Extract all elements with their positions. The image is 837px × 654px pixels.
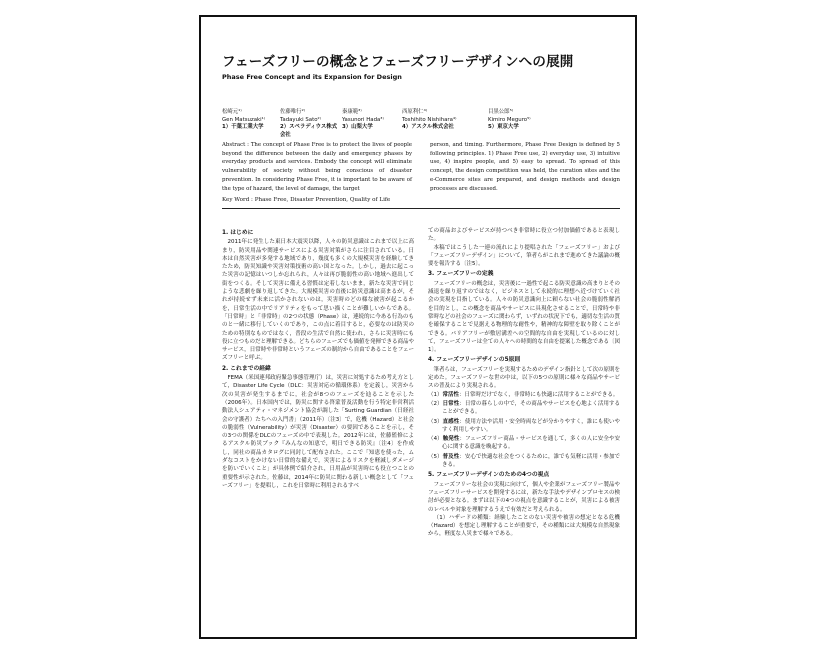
author-name-en: Gen Matsuzaki¹⁾: [222, 116, 266, 123]
section-heading: 2. これまでの経緯: [222, 365, 271, 372]
author-name-en: Toshihito Nishihara⁴⁾: [402, 116, 457, 123]
author-name: 松崎元¹⁾: [222, 109, 242, 115]
paragraph: フェーズフリーの概念は，災害後に一過性で起こる防災意識の高まりとその減退を繰り返すのではなく，ビジネスとして永続的に理想へ近づけていく社会の実現を目指している。人々の防災意識向上に頼らない社会の脆弱性解消を目的とし，この概念を商品やサービスに具現化させることで，日常時や非常時などの社会のフェーズに関わらず，いずれの状況下でも，適切な生活の質を確保することで見据える物理的な耐性や，精神的な障壁を取り除くことができる。バリアフリーが敷居溝差への空間的な自由を実現しているのに対して，フェーズフリーは全ての人々への時間的な自由を提案した概念である〔図1〕。: [428, 280, 620, 354]
author-name: 目黒公郎⁵⁾: [488, 109, 514, 115]
paragraph: 本稿ではこうした一連の流れにより提唱された「フェーズフリー」および「フェーズフリーデザイン」について，筆者らがこれまで進めてきた議論の概要を報告する〔注5〕。: [428, 244, 620, 268]
section-heading: 4. フェーズフリーデザインの5原則: [428, 357, 521, 364]
principle-item: （3）直感性：使用方法や活用・安全時両などが分かりやすく，誰にも使いやすく利用しやすい。: [428, 418, 620, 433]
author-name: 秦康範³⁾: [342, 109, 362, 115]
section-heading: 3. フェーズフリーの定義: [428, 271, 494, 278]
author-name: 佐藤唯行²⁾: [280, 109, 306, 115]
paper-page: [199, 15, 637, 639]
paragraph: フェーズフリーな社会の実現に向けて，個人や企業がフェーズフリー製品やフェーズフリーサービスを開発するには，新たな手法やデザインプロセスの検討が必要となる。まずは以下の4つの視点を意識することが，災害による被害のレベルや対象を理解するうえで有効だと考えられる。: [428, 481, 620, 513]
section-heading: 5. フェーズフリーデザインのための4つの視点: [428, 472, 550, 479]
paragraph: 筆者らは，フェーズフリーを実現するためのデザイン指針として次の原則を定めた。フェーズフリーな世の中は，以下の5つの原則に様々な商品やサービスの普及により実現される。: [428, 366, 620, 390]
author-name-en: Yasunori Hada³⁾: [342, 116, 384, 123]
body-right-column: [428, 227, 620, 539]
author-block: [222, 109, 622, 139]
paragraph: FEMA（米国連邦政府緊急事態管理庁）は，災害に対処するため考え方として，Disaster Life Cycle（DLC：災害対応の循環体系）を定義し，災害から次の災害が発生するまでに，社会が8つのフェーズを辿ることを示した（2006年）。日本国内では，防災に関する啓蒙普及活動を行う特定非営利活動法人シュアティ・マネジメント協会が調した「Surting Guardian（日経社会の守護者）たちへの入門書」（2011年）〔注3〕で，危機（Hazard）と社会の脆弱性（Vulnerability）が災害（Disaster）の要因であることを示し，その3つの関係をDLCのフェーズの中で表現した。2012年には，佐藤監修によるアスクル防災ブック『みんなの知恵で，明日できる防災』〔注4〕を作成し，同社の商品カタログに同封して配布された。ここで「知恵を使った，ムダなコストをかけない日常的な備えで，災害によるリスクを軽減しダメージを防いでいくこと」が具体例で紹介され，日用品が災害時にも役立つことの重要性が示された。佐藤は，2014年に防災に関わる新しい概念として「フェーズフリー」を提唱し，これを日常時に利用されるすべ: [222, 375, 414, 489]
author-name: 西原利仁⁴⁾: [402, 109, 428, 115]
paper-body: [222, 227, 620, 539]
affiliations-row: [222, 124, 622, 139]
keywords: Key Word : Phase Free, Disaster Prevention, Quality of Life: [222, 196, 620, 209]
affiliation: 3）山梨大学: [342, 124, 373, 130]
author-name-en: Tadayuki Sato²⁾: [280, 116, 321, 123]
paper-subtitle: Phase Free Concept and its Expansion for Design: [222, 73, 402, 81]
affiliation: 2）スペラディウス株式会社: [280, 124, 338, 138]
authors-en-row: [222, 117, 622, 125]
body-left-column: [222, 227, 414, 539]
abstract-right: person, and timing. Furthermore, Phase Free Design is defined by 5 following principles. 1) Phase Free use, 2) everyday use, 3) intuitive use, 4) inspire people, and 5) easy to spread. To spread of this concept, the design competition was held, the curation sites and the e-Commerce sites are prepared, and design methods and design processes are discussed.: [430, 142, 620, 192]
principle-item: （4）触発性：フェーズフリー商品・サービスを通して，多くの人に安全や安心に関する意識を喚起する。: [428, 436, 621, 451]
author-name-en: Kimiro Meguro⁵⁾: [488, 116, 531, 123]
abstract: [222, 141, 620, 209]
affiliation: 4）アスクル株式会社: [402, 124, 454, 130]
affiliation: 1）千葉工業大学: [222, 124, 264, 130]
authors-ja-row: [222, 109, 622, 117]
principle-item: （1）常活性：日常時だけでなく，非常時にも快適に活用することができる。: [428, 391, 619, 398]
principle-item: （5）普及性：安心で快適な社会をつくるために，誰でも気軽に活用・参加できる。: [428, 453, 620, 469]
section-heading: 1. はじめに: [222, 230, 254, 236]
paragraph: 2011年に発生した東日本大震災以降，人々の防災意識はこれまで以上に高まり，防災用品や関連サービスによる災害対策がさらに注目されている。日本は自然災害が多発する地域であり，幾度も多くの大規模災害を経験してきたため，防災知識や災害対策技術の高い国となった。しかし，過去に起こった災害の記憶はいつしか忘れられ，人々は再び脆弱性の高い地域へ進出して街をつくる。そして災害に備える習慣は定着しないまま，新たな災害で同じような悲劇を繰り返してきた。大規模災害の直後に防災意識は高まるが，それが持続せず未来に活かされないのは，災害時のどの様な被害が起こるかを，日常生活の中でリアリティをもって思い描くことが難しいからである。「日常時」と「非常時」の2つの状態（Phase）は，連続的に今ある行為のものと一緒に移行していくのであり，この点に着目すると，必要なのは防災のための特別なものではなく，普段の生活で自然に使われ，さらに災害時にも役に立つものだと理解できる。どちらのフェーズでも価値を発揮できる商品やサービス，日常時や非常時というフェーズの制約から自由であることをフェーズフリーと呼ぶ。: [222, 239, 414, 362]
principles-list: [428, 391, 620, 470]
abstract-left: Abstract : The concept of Phase Free is to protect the lives of people beyond the difference between the daily and emergency phases by everyday products and services. Embody the concept will eliminate vulnerability of society without being conscious of disaster prevention. In considering Phase Free, it is important to be aware of the type of hazard, the level of damage, the target: [222, 142, 412, 192]
paragraph: ての商品およびサービスが持つべき非常時に役立つ付加価値であると表現した。: [428, 228, 620, 243]
paragraph: （1）ハザードの種類：経験したことのない災害や被害の想定となる危機（Hazard）を想定し理解することが重要で，その種類には大規模な自然現象から，軽度な人災まで様々である。: [428, 514, 620, 538]
principle-item: （2）日常性：日常の暮らしの中で，その商品やサービスを心地よく活用することができる。: [428, 400, 620, 416]
paper-title: フェーズフリーの概念とフェーズフリーデザインへの展開: [222, 54, 574, 70]
affiliation: 5）東京大学: [488, 124, 519, 130]
